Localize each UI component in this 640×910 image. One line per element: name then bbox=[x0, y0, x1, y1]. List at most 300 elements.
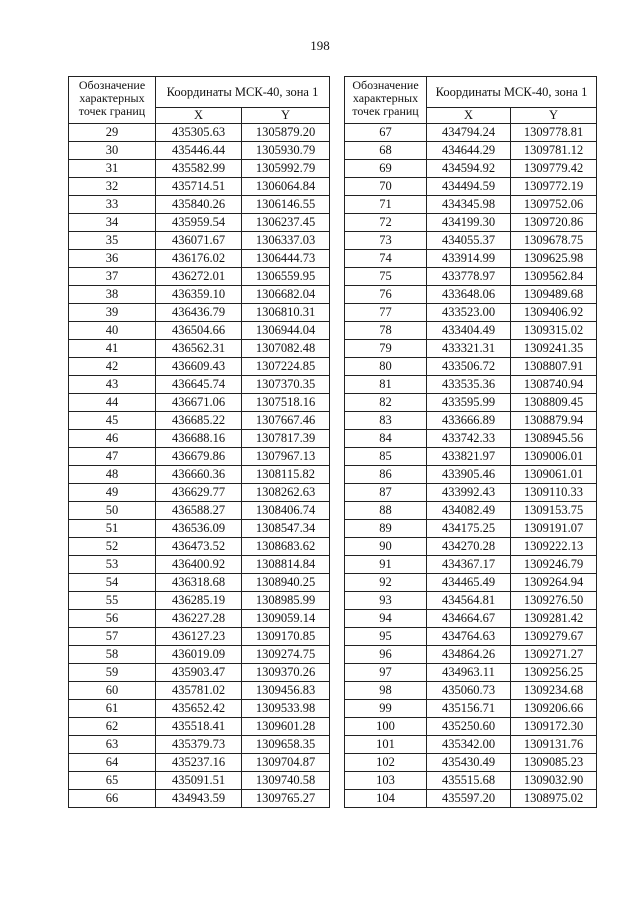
y-coordinate-cell: 1309172.30 bbox=[511, 718, 597, 736]
x-coordinate-cell: 435959.54 bbox=[156, 214, 242, 232]
y-coordinate-cell: 1308985.99 bbox=[242, 592, 330, 610]
table-row bbox=[345, 790, 597, 808]
table-row bbox=[345, 358, 597, 376]
point-number-cell: 104 bbox=[345, 790, 427, 808]
x-coordinate-cell: 433992.43 bbox=[427, 484, 511, 502]
y-coordinate-cell: 1307224.85 bbox=[242, 358, 330, 376]
x-coordinate-cell: 434175.25 bbox=[427, 520, 511, 538]
table-row bbox=[345, 196, 597, 214]
table-row bbox=[69, 376, 330, 394]
table-row bbox=[69, 790, 330, 808]
table-row bbox=[69, 232, 330, 250]
x-coordinate-cell: 436588.27 bbox=[156, 502, 242, 520]
table-row bbox=[69, 448, 330, 466]
table-body-right bbox=[345, 124, 597, 808]
y-coordinate-cell: 1309704.87 bbox=[242, 754, 330, 772]
table-row bbox=[69, 754, 330, 772]
point-number-cell: 88 bbox=[345, 502, 427, 520]
y-coordinate-cell: 1306682.04 bbox=[242, 286, 330, 304]
table-row bbox=[345, 412, 597, 430]
point-number-cell: 55 bbox=[69, 592, 156, 610]
point-number-cell: 95 bbox=[345, 628, 427, 646]
point-number-cell: 71 bbox=[345, 196, 427, 214]
x-coordinate-cell: 436679.86 bbox=[156, 448, 242, 466]
page-number: 198 bbox=[310, 38, 330, 53]
point-number-cell: 86 bbox=[345, 466, 427, 484]
y-coordinate-cell: 1309264.94 bbox=[511, 574, 597, 592]
table-row bbox=[69, 340, 330, 358]
point-number-cell: 62 bbox=[69, 718, 156, 736]
table-row bbox=[69, 484, 330, 502]
x-coordinate-cell: 435250.60 bbox=[427, 718, 511, 736]
table-row bbox=[345, 520, 597, 538]
designation-header: Обозначение характерных точек границ bbox=[69, 77, 156, 124]
table-row bbox=[345, 322, 597, 340]
y-coordinate-cell: 1306146.55 bbox=[242, 196, 330, 214]
point-number-cell: 33 bbox=[69, 196, 156, 214]
y-coordinate-cell: 1308809.45 bbox=[511, 394, 597, 412]
x-coordinate-cell: 433321.31 bbox=[427, 340, 511, 358]
point-number-cell: 56 bbox=[69, 610, 156, 628]
table-row bbox=[345, 394, 597, 412]
table-row bbox=[69, 592, 330, 610]
x-coordinate-cell: 435237.16 bbox=[156, 754, 242, 772]
x-coordinate-cell: 436473.52 bbox=[156, 538, 242, 556]
coordinates-table-right bbox=[344, 76, 597, 808]
point-number-cell: 68 bbox=[345, 142, 427, 160]
y-coordinate-cell: 1308940.25 bbox=[242, 574, 330, 592]
x-coordinate-cell: 436359.10 bbox=[156, 286, 242, 304]
y-coordinate-cell: 1308879.94 bbox=[511, 412, 597, 430]
x-coordinate-cell: 436127.23 bbox=[156, 628, 242, 646]
x-header: X bbox=[427, 108, 511, 124]
table-row bbox=[69, 268, 330, 286]
y-coordinate-cell: 1308115.82 bbox=[242, 466, 330, 484]
y-coordinate-cell: 1309625.98 bbox=[511, 250, 597, 268]
x-coordinate-cell: 436660.36 bbox=[156, 466, 242, 484]
x-coordinate-cell: 433595.99 bbox=[427, 394, 511, 412]
table-row bbox=[69, 430, 330, 448]
point-number-cell: 90 bbox=[345, 538, 427, 556]
y-coordinate-cell: 1309406.92 bbox=[511, 304, 597, 322]
x-coordinate-cell: 436285.19 bbox=[156, 592, 242, 610]
y-coordinate-cell: 1308547.34 bbox=[242, 520, 330, 538]
point-number-cell: 35 bbox=[69, 232, 156, 250]
x-coordinate-cell: 436318.68 bbox=[156, 574, 242, 592]
point-number-cell: 100 bbox=[345, 718, 427, 736]
x-coordinate-cell: 433648.06 bbox=[427, 286, 511, 304]
point-number-cell: 72 bbox=[345, 214, 427, 232]
point-number-cell: 97 bbox=[345, 664, 427, 682]
x-coordinate-cell: 436629.77 bbox=[156, 484, 242, 502]
y-coordinate-cell: 1309281.42 bbox=[511, 610, 597, 628]
table-row bbox=[345, 268, 597, 286]
point-number-cell: 44 bbox=[69, 394, 156, 412]
x-coordinate-cell: 436562.31 bbox=[156, 340, 242, 358]
y-coordinate-cell: 1309271.27 bbox=[511, 646, 597, 664]
table-row bbox=[345, 772, 597, 790]
y-coordinate-cell: 1309720.86 bbox=[511, 214, 597, 232]
table-row bbox=[69, 214, 330, 232]
x-coordinate-cell: 434199.30 bbox=[427, 214, 511, 232]
y-coordinate-cell: 1309256.25 bbox=[511, 664, 597, 682]
point-number-cell: 101 bbox=[345, 736, 427, 754]
table-row bbox=[345, 466, 597, 484]
y-coordinate-cell: 1309032.90 bbox=[511, 772, 597, 790]
point-number-cell: 58 bbox=[69, 646, 156, 664]
x-coordinate-cell: 433535.36 bbox=[427, 376, 511, 394]
y-coordinate-cell: 1306944.04 bbox=[242, 322, 330, 340]
table-row bbox=[345, 232, 597, 250]
point-number-cell: 50 bbox=[69, 502, 156, 520]
x-coordinate-cell: 433666.89 bbox=[427, 412, 511, 430]
point-number-cell: 34 bbox=[69, 214, 156, 232]
table-row bbox=[345, 736, 597, 754]
point-number-cell: 98 bbox=[345, 682, 427, 700]
x-coordinate-cell: 436688.16 bbox=[156, 430, 242, 448]
x-coordinate-cell: 435582.99 bbox=[156, 160, 242, 178]
x-coordinate-cell: 433742.33 bbox=[427, 430, 511, 448]
y-coordinate-cell: 1309234.68 bbox=[511, 682, 597, 700]
x-coordinate-cell: 435515.68 bbox=[427, 772, 511, 790]
point-number-cell: 87 bbox=[345, 484, 427, 502]
x-coordinate-cell: 433914.99 bbox=[427, 250, 511, 268]
point-number-cell: 76 bbox=[345, 286, 427, 304]
table-row bbox=[69, 520, 330, 538]
y-coordinate-cell: 1309006.01 bbox=[511, 448, 597, 466]
x-coordinate-cell: 435597.20 bbox=[427, 790, 511, 808]
point-number-cell: 49 bbox=[69, 484, 156, 502]
point-number-cell: 66 bbox=[69, 790, 156, 808]
y-coordinate-cell: 1309456.83 bbox=[242, 682, 330, 700]
table-row bbox=[69, 502, 330, 520]
y-coordinate-cell: 1309061.01 bbox=[511, 466, 597, 484]
table-row bbox=[69, 610, 330, 628]
y-coordinate-cell: 1309153.75 bbox=[511, 502, 597, 520]
x-coordinate-cell: 434564.81 bbox=[427, 592, 511, 610]
table-row bbox=[345, 574, 597, 592]
x-coordinate-cell: 434864.26 bbox=[427, 646, 511, 664]
table-row bbox=[69, 322, 330, 340]
y-coordinate-cell: 1309772.19 bbox=[511, 178, 597, 196]
table-row bbox=[345, 538, 597, 556]
table-row bbox=[69, 250, 330, 268]
x-coordinate-cell: 434494.59 bbox=[427, 178, 511, 196]
y-coordinate-cell: 1309765.27 bbox=[242, 790, 330, 808]
x-coordinate-cell: 435652.42 bbox=[156, 700, 242, 718]
point-number-cell: 69 bbox=[345, 160, 427, 178]
x-coordinate-cell: 434943.59 bbox=[156, 790, 242, 808]
y-coordinate-cell: 1306064.84 bbox=[242, 178, 330, 196]
y-coordinate-cell: 1307967.13 bbox=[242, 448, 330, 466]
y-coordinate-cell: 1309601.28 bbox=[242, 718, 330, 736]
point-number-cell: 73 bbox=[345, 232, 427, 250]
table-row bbox=[345, 304, 597, 322]
y-coordinate-cell: 1309206.66 bbox=[511, 700, 597, 718]
point-number-cell: 81 bbox=[345, 376, 427, 394]
point-number-cell: 61 bbox=[69, 700, 156, 718]
point-number-cell: 83 bbox=[345, 412, 427, 430]
table-row bbox=[345, 592, 597, 610]
table-row bbox=[345, 376, 597, 394]
point-number-cell: 103 bbox=[345, 772, 427, 790]
y-coordinate-cell: 1306237.45 bbox=[242, 214, 330, 232]
y-coordinate-cell: 1309191.07 bbox=[511, 520, 597, 538]
table-row bbox=[345, 502, 597, 520]
y-coordinate-cell: 1309222.13 bbox=[511, 538, 597, 556]
point-number-cell: 30 bbox=[69, 142, 156, 160]
table-row bbox=[69, 394, 330, 412]
x-coordinate-cell: 434644.29 bbox=[427, 142, 511, 160]
x-coordinate-cell: 436272.01 bbox=[156, 268, 242, 286]
table-row bbox=[345, 664, 597, 682]
x-coordinate-cell: 434963.11 bbox=[427, 664, 511, 682]
x-coordinate-cell: 433778.97 bbox=[427, 268, 511, 286]
y-coordinate-cell: 1309279.67 bbox=[511, 628, 597, 646]
x-coordinate-cell: 434367.17 bbox=[427, 556, 511, 574]
point-number-cell: 63 bbox=[69, 736, 156, 754]
coord-system-header: Координаты МСК-40, зона 1 bbox=[427, 77, 597, 108]
table-row bbox=[69, 736, 330, 754]
y-coordinate-cell: 1309170.85 bbox=[242, 628, 330, 646]
y-coordinate-cell: 1306810.31 bbox=[242, 304, 330, 322]
y-coordinate-cell: 1309533.98 bbox=[242, 700, 330, 718]
y-coordinate-cell: 1309315.02 bbox=[511, 322, 597, 340]
y-coordinate-cell: 1309779.42 bbox=[511, 160, 597, 178]
x-coordinate-cell: 436645.74 bbox=[156, 376, 242, 394]
x-coordinate-cell: 434465.49 bbox=[427, 574, 511, 592]
table-row bbox=[69, 556, 330, 574]
point-number-cell: 48 bbox=[69, 466, 156, 484]
table-row bbox=[345, 754, 597, 772]
table-row bbox=[69, 142, 330, 160]
table-row bbox=[69, 538, 330, 556]
point-number-cell: 40 bbox=[69, 322, 156, 340]
point-number-cell: 85 bbox=[345, 448, 427, 466]
y-coordinate-cell: 1306559.95 bbox=[242, 268, 330, 286]
point-number-cell: 32 bbox=[69, 178, 156, 196]
x-coordinate-cell: 436400.92 bbox=[156, 556, 242, 574]
x-coordinate-cell: 435903.47 bbox=[156, 664, 242, 682]
x-coordinate-cell: 434270.28 bbox=[427, 538, 511, 556]
x-coordinate-cell: 433905.46 bbox=[427, 466, 511, 484]
x-coordinate-cell: 435446.44 bbox=[156, 142, 242, 160]
y-coordinate-cell: 1308945.56 bbox=[511, 430, 597, 448]
x-coordinate-cell: 435781.02 bbox=[156, 682, 242, 700]
table-row bbox=[69, 718, 330, 736]
y-coordinate-cell: 1309274.75 bbox=[242, 646, 330, 664]
x-coordinate-cell: 434594.92 bbox=[427, 160, 511, 178]
point-number-cell: 89 bbox=[345, 520, 427, 538]
point-number-cell: 74 bbox=[345, 250, 427, 268]
y-coordinate-cell: 1309740.58 bbox=[242, 772, 330, 790]
point-number-cell: 29 bbox=[69, 124, 156, 142]
point-number-cell: 77 bbox=[345, 304, 427, 322]
x-coordinate-cell: 436671.06 bbox=[156, 394, 242, 412]
y-coordinate-cell: 1307082.48 bbox=[242, 340, 330, 358]
table-row bbox=[345, 700, 597, 718]
x-coordinate-cell: 433523.00 bbox=[427, 304, 511, 322]
y-coordinate-cell: 1306337.03 bbox=[242, 232, 330, 250]
x-coordinate-cell: 436176.02 bbox=[156, 250, 242, 268]
table-row bbox=[69, 178, 330, 196]
x-coordinate-cell: 436609.43 bbox=[156, 358, 242, 376]
point-number-cell: 38 bbox=[69, 286, 156, 304]
x-coordinate-cell: 436685.22 bbox=[156, 412, 242, 430]
x-header: X bbox=[156, 108, 242, 124]
table-row bbox=[345, 484, 597, 502]
x-coordinate-cell: 434664.67 bbox=[427, 610, 511, 628]
y-header: Y bbox=[242, 108, 330, 124]
table-row bbox=[69, 628, 330, 646]
y-coordinate-cell: 1309085.23 bbox=[511, 754, 597, 772]
point-number-cell: 102 bbox=[345, 754, 427, 772]
x-coordinate-cell: 436227.28 bbox=[156, 610, 242, 628]
x-coordinate-cell: 435060.73 bbox=[427, 682, 511, 700]
point-number-cell: 78 bbox=[345, 322, 427, 340]
table-row bbox=[69, 772, 330, 790]
y-coordinate-cell: 1309781.12 bbox=[511, 142, 597, 160]
x-coordinate-cell: 435342.00 bbox=[427, 736, 511, 754]
point-number-cell: 31 bbox=[69, 160, 156, 178]
table-row bbox=[345, 250, 597, 268]
x-coordinate-cell: 434764.63 bbox=[427, 628, 511, 646]
point-number-cell: 54 bbox=[69, 574, 156, 592]
table-row bbox=[345, 448, 597, 466]
point-number-cell: 47 bbox=[69, 448, 156, 466]
x-coordinate-cell: 436536.09 bbox=[156, 520, 242, 538]
table-row bbox=[345, 610, 597, 628]
x-coordinate-cell: 435518.41 bbox=[156, 718, 242, 736]
y-coordinate-cell: 1309059.14 bbox=[242, 610, 330, 628]
point-number-cell: 45 bbox=[69, 412, 156, 430]
table-row bbox=[69, 160, 330, 178]
table-row bbox=[345, 430, 597, 448]
point-number-cell: 91 bbox=[345, 556, 427, 574]
table-body-left bbox=[69, 124, 330, 808]
y-coordinate-cell: 1307667.46 bbox=[242, 412, 330, 430]
y-coordinate-cell: 1309778.81 bbox=[511, 124, 597, 142]
table-row bbox=[69, 304, 330, 322]
y-coordinate-cell: 1309110.33 bbox=[511, 484, 597, 502]
y-coordinate-cell: 1308683.62 bbox=[242, 538, 330, 556]
designation-header: Обозначение характерных точек границ bbox=[345, 77, 427, 124]
x-coordinate-cell: 435379.73 bbox=[156, 736, 242, 754]
table-row bbox=[345, 142, 597, 160]
point-number-cell: 39 bbox=[69, 304, 156, 322]
table-row bbox=[345, 214, 597, 232]
point-number-cell: 37 bbox=[69, 268, 156, 286]
x-coordinate-cell: 436436.79 bbox=[156, 304, 242, 322]
y-coordinate-cell: 1306444.73 bbox=[242, 250, 330, 268]
x-coordinate-cell: 436019.09 bbox=[156, 646, 242, 664]
y-coordinate-cell: 1309562.84 bbox=[511, 268, 597, 286]
x-coordinate-cell: 433506.72 bbox=[427, 358, 511, 376]
table-row bbox=[69, 358, 330, 376]
x-coordinate-cell: 435714.51 bbox=[156, 178, 242, 196]
x-coordinate-cell: 434345.98 bbox=[427, 196, 511, 214]
point-number-cell: 46 bbox=[69, 430, 156, 448]
point-number-cell: 59 bbox=[69, 664, 156, 682]
x-coordinate-cell: 435091.51 bbox=[156, 772, 242, 790]
x-coordinate-cell: 433821.97 bbox=[427, 448, 511, 466]
point-number-cell: 41 bbox=[69, 340, 156, 358]
table-row bbox=[69, 124, 330, 142]
y-coordinate-cell: 1309241.35 bbox=[511, 340, 597, 358]
y-coordinate-cell: 1309370.26 bbox=[242, 664, 330, 682]
point-number-cell: 51 bbox=[69, 520, 156, 538]
point-number-cell: 36 bbox=[69, 250, 156, 268]
x-coordinate-cell: 435430.49 bbox=[427, 754, 511, 772]
table-row bbox=[69, 574, 330, 592]
y-coordinate-cell: 1309752.06 bbox=[511, 196, 597, 214]
point-number-cell: 80 bbox=[345, 358, 427, 376]
point-number-cell: 64 bbox=[69, 754, 156, 772]
y-coordinate-cell: 1308740.94 bbox=[511, 376, 597, 394]
x-coordinate-cell: 436504.66 bbox=[156, 322, 242, 340]
coord-system-header: Координаты МСК-40, зона 1 bbox=[156, 77, 330, 108]
table-row bbox=[69, 700, 330, 718]
y-coordinate-cell: 1307518.16 bbox=[242, 394, 330, 412]
table-row bbox=[69, 412, 330, 430]
table-row bbox=[345, 556, 597, 574]
table-row bbox=[345, 160, 597, 178]
y-coordinate-cell: 1309489.68 bbox=[511, 286, 597, 304]
y-coordinate-cell: 1307370.35 bbox=[242, 376, 330, 394]
point-number-cell: 52 bbox=[69, 538, 156, 556]
point-number-cell: 57 bbox=[69, 628, 156, 646]
y-coordinate-cell: 1309246.79 bbox=[511, 556, 597, 574]
table-row bbox=[69, 664, 330, 682]
table-row bbox=[345, 682, 597, 700]
point-number-cell: 94 bbox=[345, 610, 427, 628]
point-number-cell: 53 bbox=[69, 556, 156, 574]
x-coordinate-cell: 435305.63 bbox=[156, 124, 242, 142]
table-row bbox=[345, 718, 597, 736]
y-coordinate-cell: 1308406.74 bbox=[242, 502, 330, 520]
y-coordinate-cell: 1309131.76 bbox=[511, 736, 597, 754]
table-row bbox=[345, 628, 597, 646]
coordinates-table-left bbox=[68, 76, 330, 808]
x-coordinate-cell: 436071.67 bbox=[156, 232, 242, 250]
y-coordinate-cell: 1305930.79 bbox=[242, 142, 330, 160]
y-coordinate-cell: 1308807.91 bbox=[511, 358, 597, 376]
point-number-cell: 43 bbox=[69, 376, 156, 394]
point-number-cell: 93 bbox=[345, 592, 427, 610]
y-coordinate-cell: 1309276.50 bbox=[511, 592, 597, 610]
point-number-cell: 84 bbox=[345, 430, 427, 448]
table-row bbox=[69, 646, 330, 664]
y-coordinate-cell: 1308262.63 bbox=[242, 484, 330, 502]
point-number-cell: 67 bbox=[345, 124, 427, 142]
y-coordinate-cell: 1305879.20 bbox=[242, 124, 330, 142]
point-number-cell: 92 bbox=[345, 574, 427, 592]
y-coordinate-cell: 1308975.02 bbox=[511, 790, 597, 808]
y-coordinate-cell: 1308814.84 bbox=[242, 556, 330, 574]
table-row bbox=[69, 682, 330, 700]
x-coordinate-cell: 435156.71 bbox=[427, 700, 511, 718]
x-coordinate-cell: 435840.26 bbox=[156, 196, 242, 214]
y-coordinate-cell: 1305992.79 bbox=[242, 160, 330, 178]
point-number-cell: 96 bbox=[345, 646, 427, 664]
x-coordinate-cell: 433404.49 bbox=[427, 322, 511, 340]
y-header: Y bbox=[511, 108, 597, 124]
table-row bbox=[69, 466, 330, 484]
table-row bbox=[345, 178, 597, 196]
table-row bbox=[69, 286, 330, 304]
x-coordinate-cell: 434082.49 bbox=[427, 502, 511, 520]
table-row bbox=[345, 124, 597, 142]
